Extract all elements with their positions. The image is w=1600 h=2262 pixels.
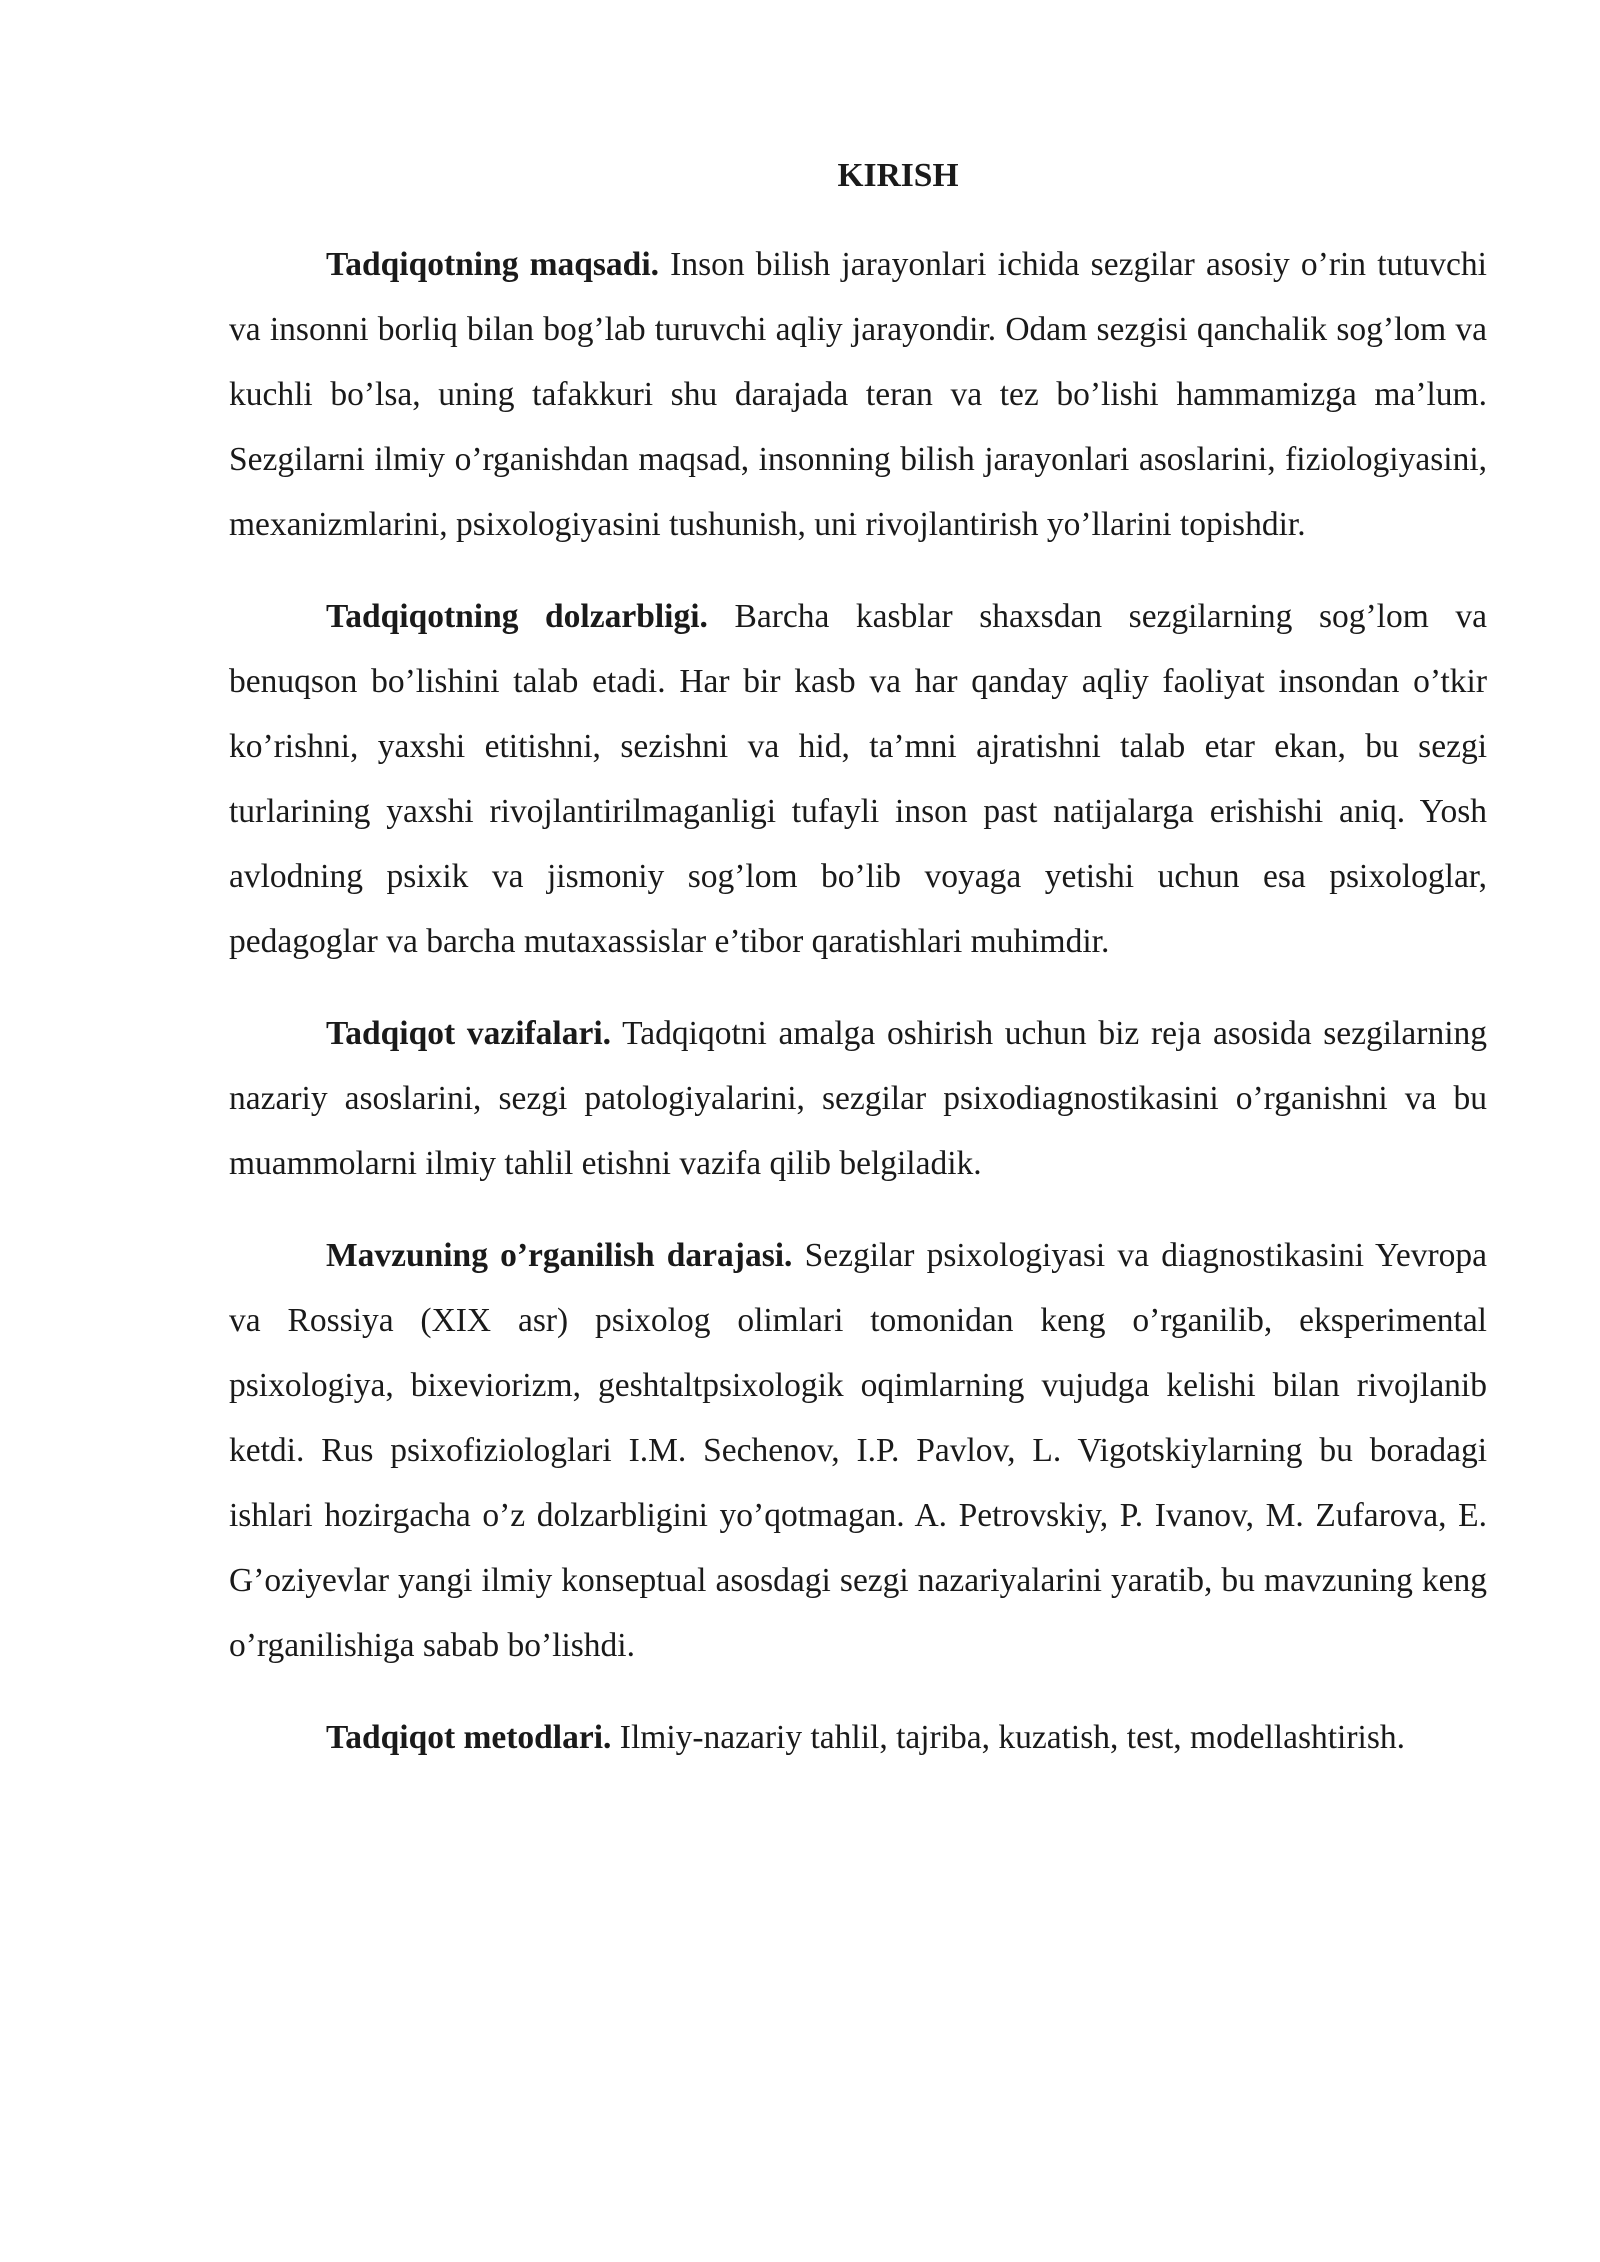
- paragraph-text: Sezgilar psixologiyasi va diagnostikasini Yevropa va Rossiya (XIX asr) psixolog olimlari tomonidan keng o’rganilib, eksperimental psixologiya, bixeviorizm, geshtaltpsixologik oqimlarning vujudga kelishi bilan rivojlanib ketdi. Rus psixofiziologlari I.M. Sechenov, I.P. Pavlov, L. Vigotskiylarning bu boradagi ishlari hozirgacha o’z dolzarbligini yo’qotmagan. A. Petrovskiy, P. Ivanov, M. Zufarova, E. G’oziyevlar yangi ilmiy konseptual asosdagi sezgi nazariyalarini yaratib, bu mavzuning keng o’rganilishiga sabab bo’lishdi.: [229, 1237, 1488, 1664]
- paragraph-lead: Mavzuning o’rganilish darajasi.: [326, 1237, 793, 1274]
- paragraph-study-level: [229, 1223, 1487, 1678]
- paragraph-lead: Tadqiqotning maqsadi.: [326, 246, 659, 283]
- paragraph-text: Ilmiy-nazariy tahlil, tajriba, kuzatish, test, modellashtirish.: [611, 1719, 1405, 1756]
- paragraph-text: Barcha kasblar shaxsdan sezgilarning sog’lom va benuqson bo’lishini talab etadi. Har bir kasb va har qanday aqliy faoliyat insondan o’tkir ko’rishni, yaxshi etitishni, sezishni va hid, ta’mni ajratishni talab etar ekan, bu sezgi turlarining yaxshi rivojlantirilmaganligi tufayli inson past natijalarga erishishi aniq. Yosh avlodning psixik va jismoniy sog’lom bo’lib voyaga yetishi uchun esa psixologlar, pedagoglar va barcha mutaxassislar e’tibor qaratishlari muhimdir.: [229, 598, 1487, 960]
- paragraph-purpose: [229, 232, 1487, 557]
- paragraph-tasks: [229, 1001, 1487, 1196]
- paragraph-text: Tadqiqotni amalga oshirish uchun biz reja asosida sezgilarning nazariy asoslarini, sezgi patologiyalarini, sezgilar psixodiagnostikasini o’rganishni va bu muammolarni ilmiy tahlil etishni vazifa qilib belgiladik.: [229, 1015, 1487, 1182]
- paragraph-text: Inson bilish jarayonlari ichida sezgilar asosiy o’rin tutuvchi va insonni borliq bilan bog’lab turuvchi aqliy jarayondir. Odam sezgisi qanchalik sog’lom va kuchli bo’lsa, uning tafakkuri shu darajada teran va tez bo’lishi hammamizga ma’lum. Sezgilarni ilmiy o’rganishdan maqsad, insonning bilish jarayonlari asoslarini, fiziologiyasini, mexanizmlarini, psixologiyasini tushunish, uni rivojlantirish yo’llarini topishdir.: [229, 246, 1487, 543]
- paragraph-lead: Tadqiqot metodlari.: [326, 1719, 612, 1756]
- paragraph-relevance: [229, 584, 1487, 974]
- page-title: KIRISH: [837, 157, 959, 194]
- document-page: [229, 148, 1487, 1770]
- paragraph-methods: [229, 1705, 1487, 1770]
- paragraph-lead: Tadqiqotning dolzarbligi.: [326, 598, 708, 635]
- paragraph-lead: Tadqiqot vazifalari.: [326, 1015, 612, 1052]
